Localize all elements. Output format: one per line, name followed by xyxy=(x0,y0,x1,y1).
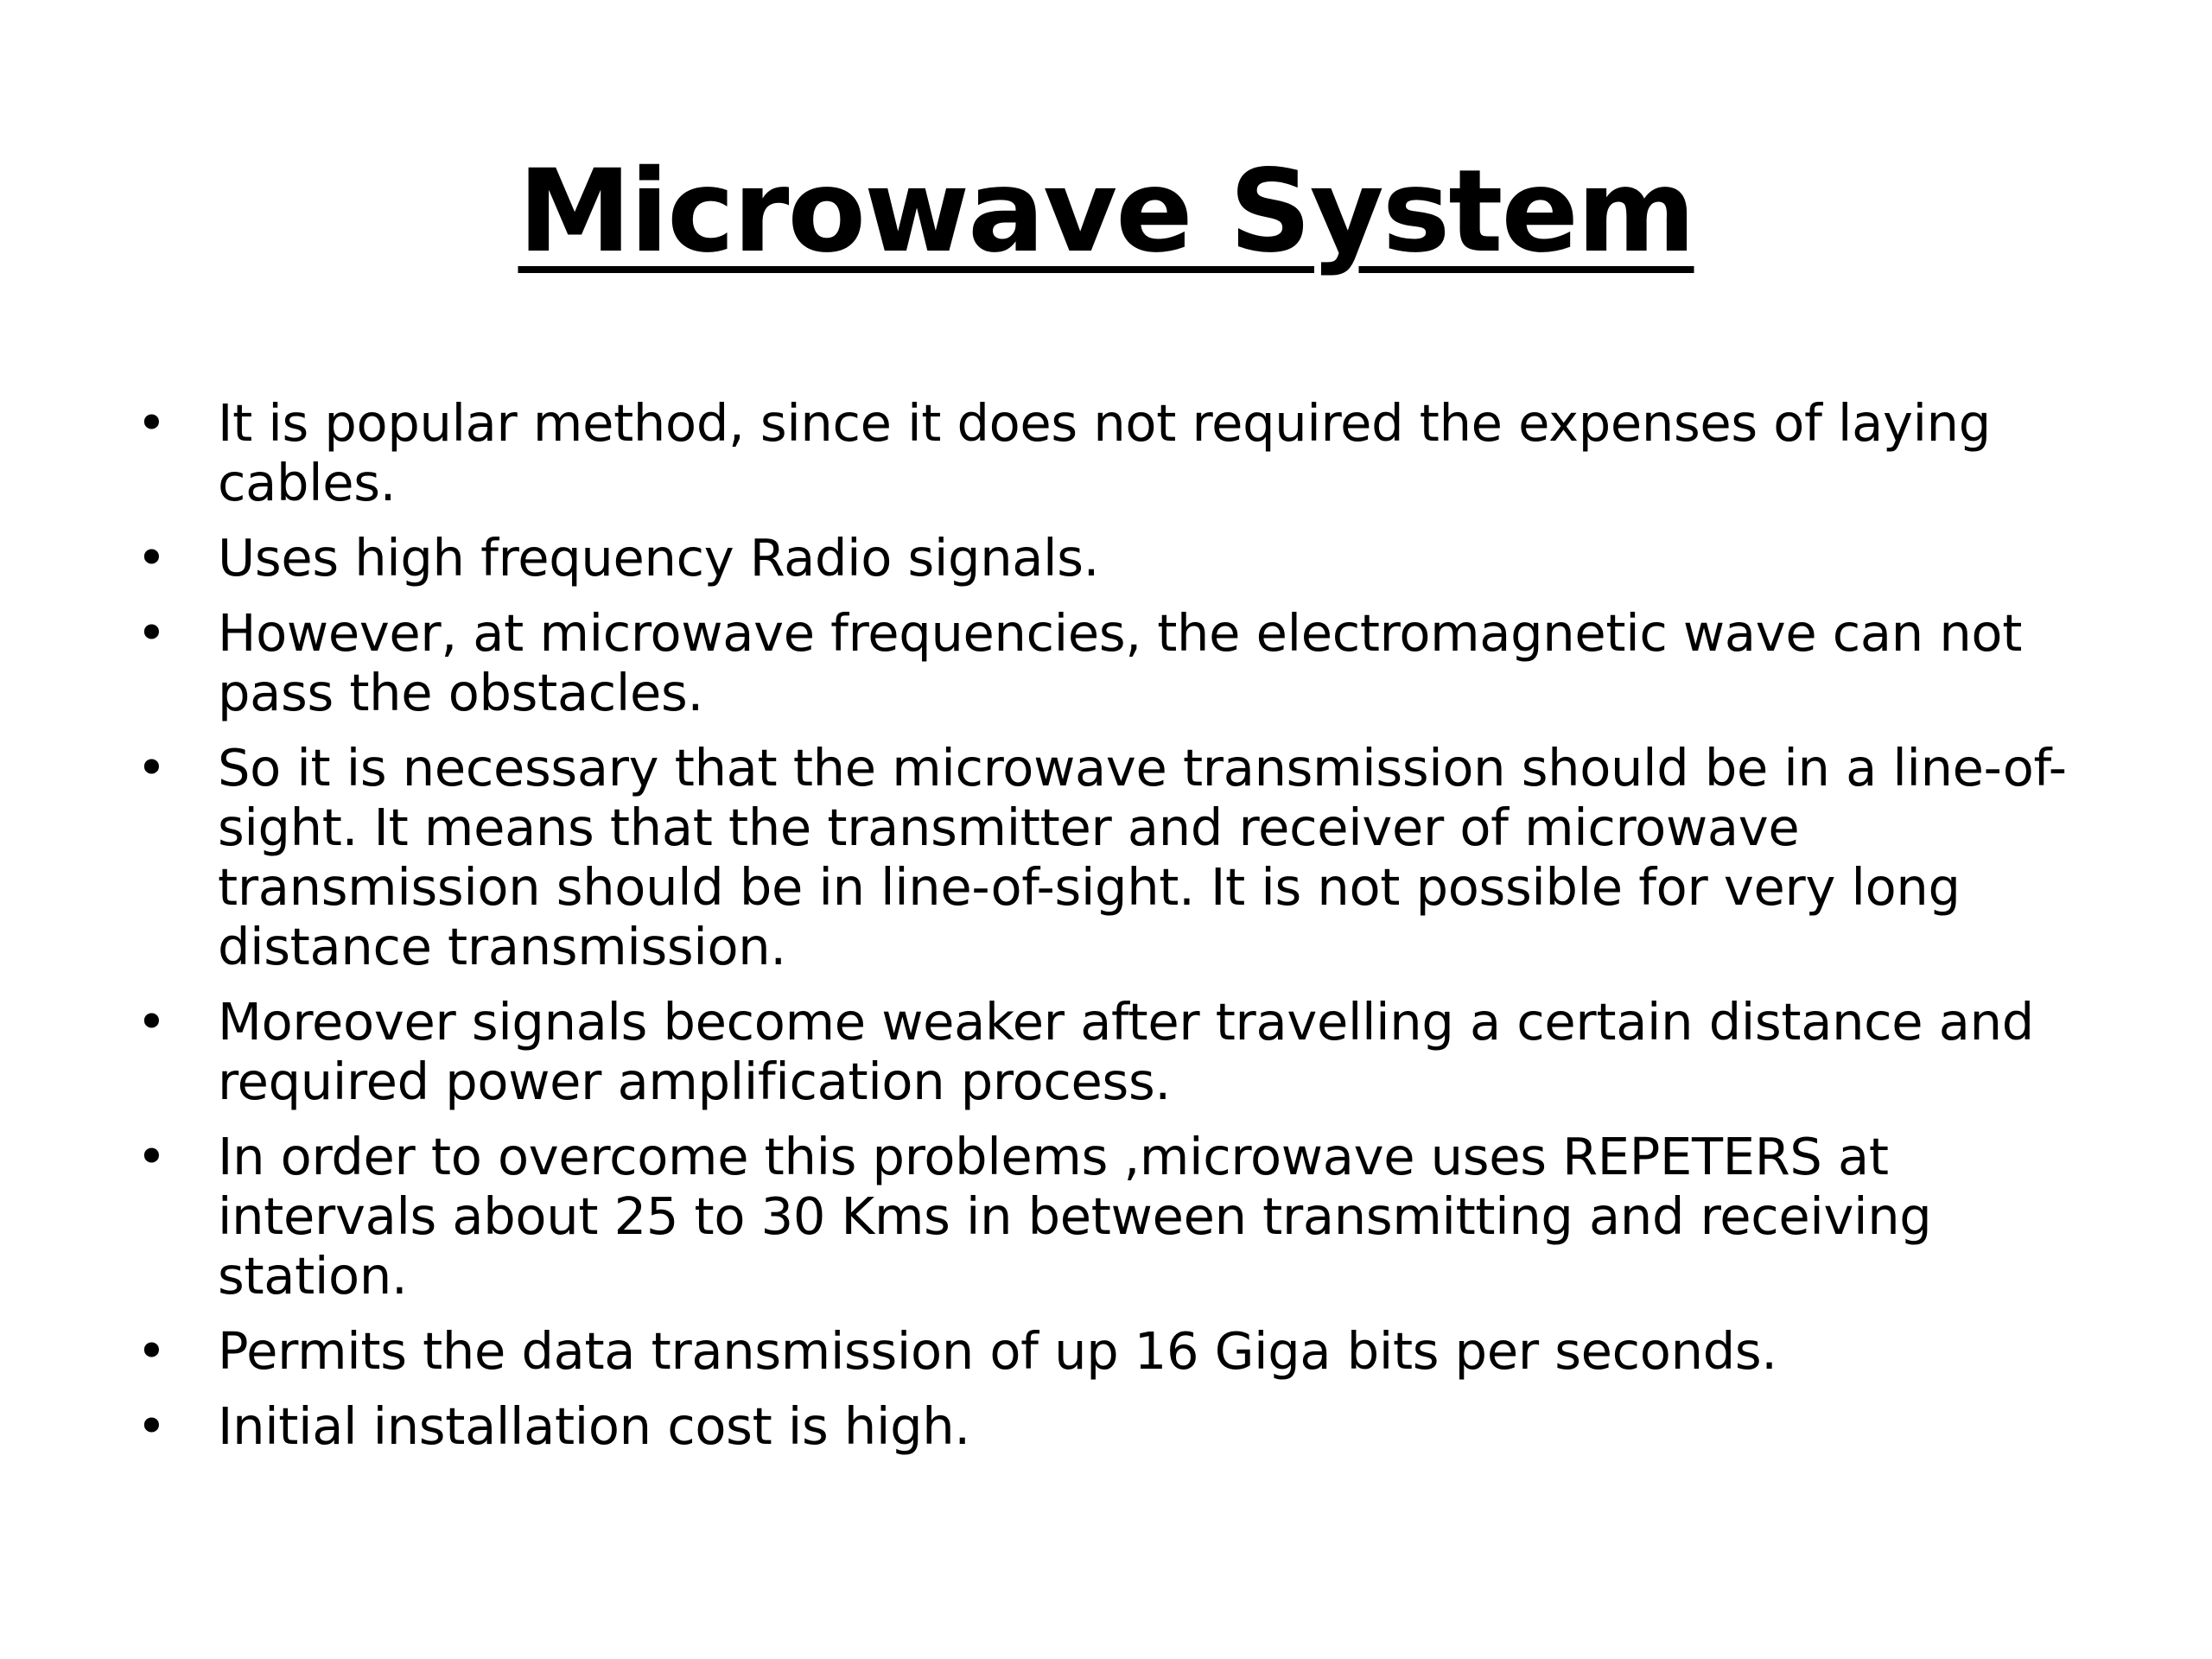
list-item xyxy=(0,738,2097,976)
bullet-icon: • xyxy=(137,1396,167,1456)
bullet-icon: • xyxy=(137,1321,167,1381)
list-item xyxy=(0,1127,2097,1306)
list-item xyxy=(0,1396,2097,1456)
list-item xyxy=(0,1321,2097,1381)
list-item xyxy=(0,393,2097,512)
bullet-text: Uses high frequency Radio signals. xyxy=(218,528,1100,588)
bullet-icon: • xyxy=(137,1127,167,1186)
list-item xyxy=(0,603,2097,722)
bullet-icon: • xyxy=(137,738,167,798)
bullet-text: Permits the data transmission of up 16 Giga bits per seconds. xyxy=(218,1321,1777,1381)
slide-title: Microwave System xyxy=(518,145,1694,278)
list-item xyxy=(0,528,2097,588)
bullet-text: However, at microwave frequencies, the electromagnetic wave can not pass the obstacles. xyxy=(218,603,2023,722)
bullet-text: In order to overcome this problems ,microwave uses REPETERS at intervals about 25 to 30 Kms in between transmitting and receiving station. xyxy=(218,1127,1932,1306)
bullet-text: Initial installation cost is high. xyxy=(218,1396,970,1456)
bullet-text: It is popular method, since it does not required the expenses of laying cables. xyxy=(218,393,1991,512)
list-item xyxy=(0,992,2097,1111)
bullet-icon: • xyxy=(137,393,167,453)
bullet-icon: • xyxy=(137,992,167,1052)
bullet-icon: • xyxy=(137,528,167,588)
bullet-text: Moreover signals become weaker after travelling a certain distance and required power amplification process. xyxy=(218,992,2034,1111)
bullet-text: So it is necessary that the microwave transmission should be in a line-of-sight. It means that the transmitter and receiver of microwave transmission should be in line-of-sight. It is not possible for very long distance transmission. xyxy=(218,738,2067,976)
bullet-list xyxy=(0,393,2212,1471)
bullet-icon: • xyxy=(137,603,167,663)
